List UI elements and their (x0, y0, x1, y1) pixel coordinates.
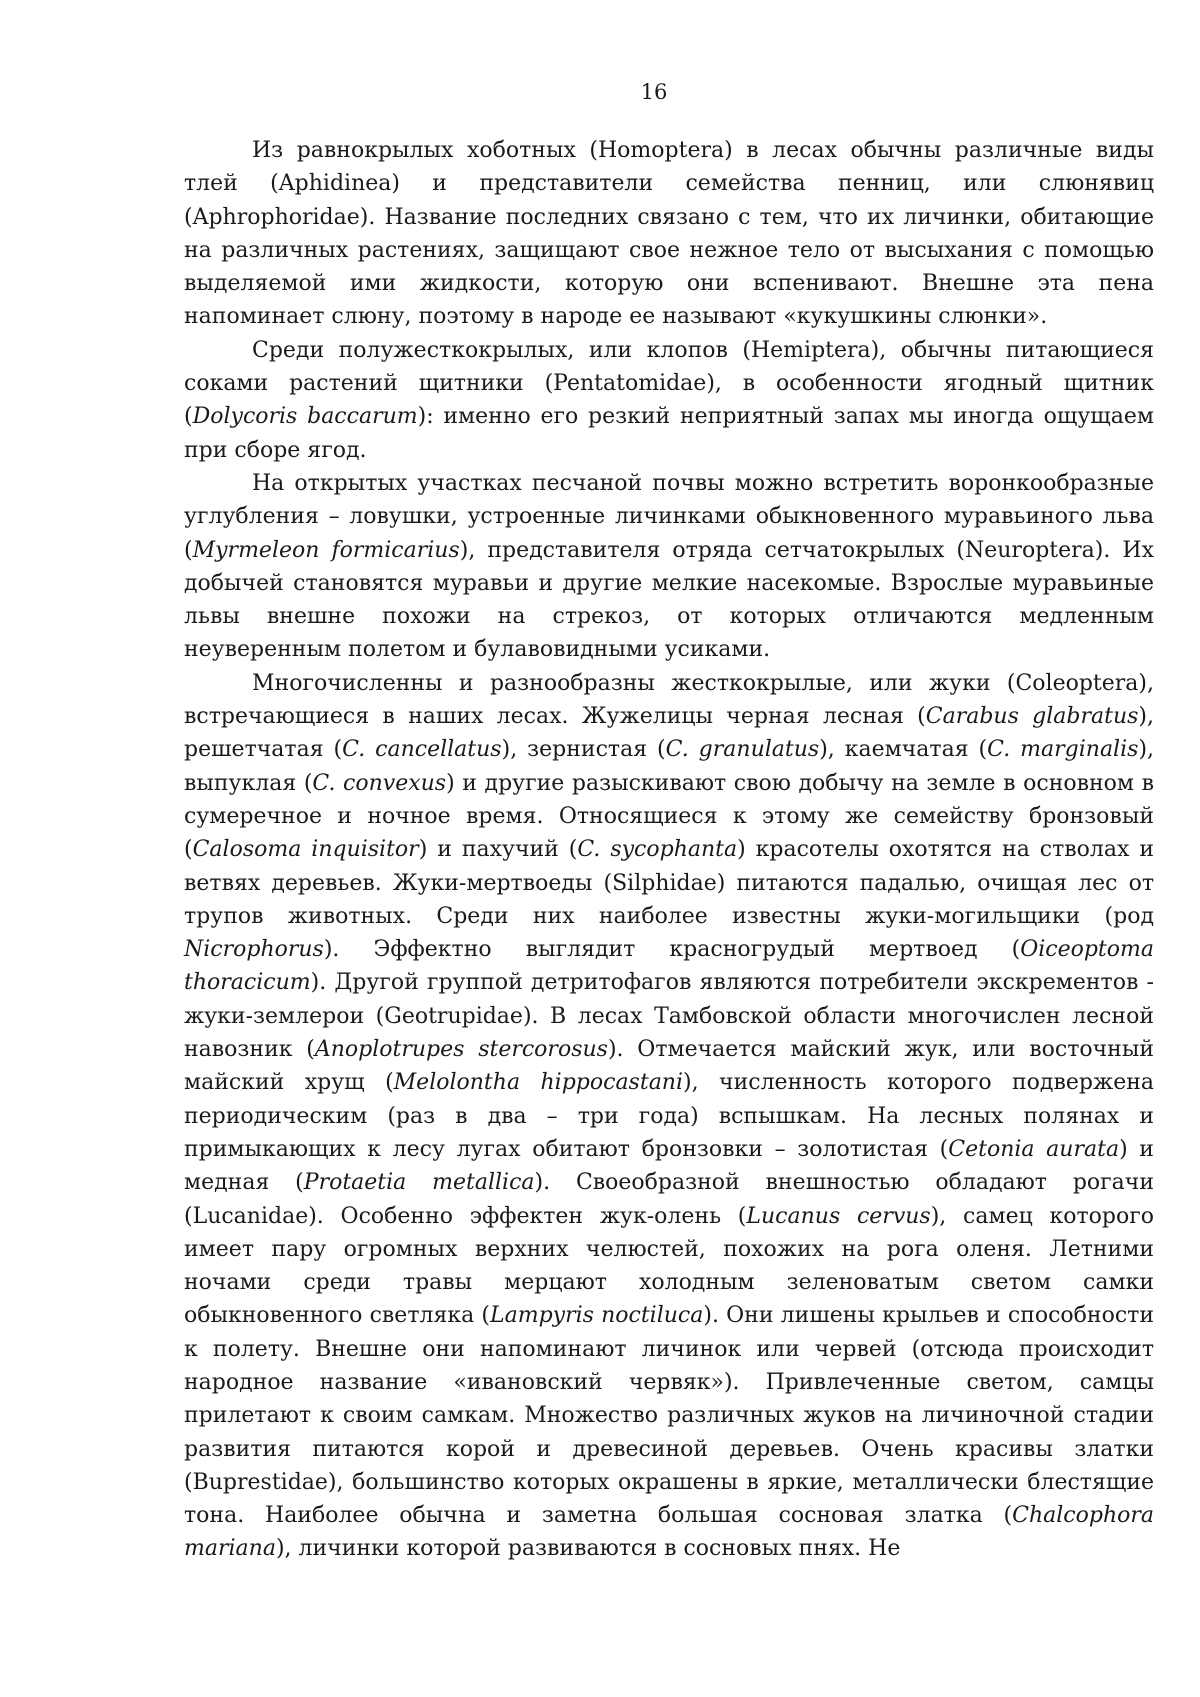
species-name: Oiceoptoma thoracicum (184, 937, 1154, 996)
text-run: ): именно его резкий неприятный запах мы иногда ощущаем при сборе ягод. (184, 404, 1155, 463)
species-name: C. cancellatus (342, 737, 502, 763)
text-run: ). Они лишены крыльев и способности к полету. Внешне они напоминают личинок или червей (отсюда происходит народное название «ивановский червяк»). Привлеченные светом, самцы прилетают к своим самкам. Множество различных жуков на личиночной стадии развития питаются корой и древесиной деревьев. Очень красивы златки (Buprestidae), большинство которых окрашены в яркие, металлически блестящие тона. Наиболее обычна и заметна большая сосновая златка ( (184, 1303, 1154, 1529)
text-run: На открытых участках песчаной почвы можно встретить воронкообразные углубления – ловушки, устроенные личинками обыкновенного муравьиного льва ( (184, 470, 1154, 563)
text-run: Среди полужесткокрылых, или клопов (Hemiptera), обычны питающиеся соками растений щитники (Pentatomidae), в особенности ягодный щитник ( (184, 337, 1154, 430)
text-run: Многочисленны и разнообразны жесткокрылые, или жуки (Coleoptera), встречающиеся в наших лесах. Жужелицы черная лесная ( (184, 670, 1154, 730)
paragraph (184, 334, 1154, 467)
text-run: ), решетчатая ( (184, 704, 1154, 763)
text-run: ) и пахучий ( (418, 837, 578, 863)
species-name: C. sycophanta (577, 837, 738, 863)
species-name: Protaetia metallica (303, 1170, 535, 1196)
text-run: ). Другой группой детритофагов являются потребители экскрементов - жуки-землерои (Geotrupidae). В лесах Тамбовской области многочислен лесной навозник ( (184, 970, 1154, 1063)
species-name: Lampyris noctiluca (489, 1303, 704, 1329)
species-name: Melolontha hippocastani (393, 1070, 684, 1096)
species-name: C. convexus (312, 770, 447, 796)
text-run: ) и другие разыскивают свою добычу на земле в основном в сумеречное и ночное время. Относящиеся к этому же семейству бронзовый ( (184, 770, 1154, 863)
species-name: Carabus glabratus (925, 704, 1139, 730)
species-name: Nicrophorus (184, 937, 324, 963)
species-name: C. granulatus (665, 737, 820, 763)
species-name: C. marginalis (987, 737, 1139, 763)
page-number: 16 (640, 80, 668, 104)
text-run: ), самец которого имеет пару огромных верхних челюстей, похожих на рога оленя. Летними ночами среди травы мерцают холодным зеленоватым светом самки обыкновенного светляка ( (184, 1203, 1154, 1329)
species-name: Dolycoris baccarum (192, 404, 418, 430)
paragraph (184, 467, 1154, 667)
species-name: Calosoma inquisitor (192, 837, 419, 863)
paragraph (184, 667, 1154, 1566)
body-text (184, 134, 1154, 1566)
text-run: ), зернистая ( (501, 737, 666, 763)
species-name: Chalcophora mariana (184, 1503, 1154, 1562)
text-run: ). Отмечается майский жук, или восточный майский хрущ ( (184, 1037, 1155, 1096)
species-name: Myrmeleon formicarius (192, 537, 460, 563)
text-run: ). Эффектно выглядит красногрудый мертвоед ( (323, 937, 1021, 963)
text-run: ), личинки которой развиваются в сосновых пнях. Не (275, 1536, 901, 1562)
text-run: ) красотелы охотятся на стволах и ветвях деревьев. Жуки-мертвоеды (Silphidae) питаются падалью, очищая лес от трупов животных. Среди них наиболее известны жуки-могильщики (род (184, 837, 1154, 929)
species-name: Anoplotrupes stercorosus (314, 1037, 608, 1063)
text-run: ), каемчатая ( (819, 737, 988, 763)
text-run: ) и медная ( (184, 1136, 1154, 1196)
species-name: Cetonia aurata (948, 1136, 1120, 1162)
paragraph (184, 134, 1154, 334)
text-run: ), численность которого подвержена периодическим (раз в два – три года) вспышкам. На лесных полянах и примыкающих к лесу лугах обитают бронзовки – золотистая ( (184, 1070, 1154, 1162)
text-run: ). Своеобразной внешностью обладают рогачи (Lucanidae). Особенно эффектен жук-олень ( (184, 1170, 1154, 1229)
text-run: Из равнокрылых хоботных (Homoptera) в лесах обычны различные виды тлей (Aphidinea) и представители семейства пенниц, или слюнявиц (Aphrophoridae). Название последних связано с тем, что их личинки, обитающие на различных растениях, защищают свое нежное тело от высыхания с помощью выделяемой ими жидкости, которую они вспенивают. Внешне эта пена напоминает слюну, поэтому в народе ее называют «кукушкины слюнки». (184, 138, 1154, 330)
species-name: Lucanus cervus (746, 1203, 931, 1229)
text-run: ), представителя отряда сетчатокрылых (Neuroptera). Их добычей становятся муравьи и другие мелкие насекомые. Взрослые муравьиные львы внешне похожи на стрекоз, от которых отличаются медленным неуверенным полетом и булавовидными усиками. (184, 537, 1154, 663)
text-run: ), выпуклая ( (184, 737, 1155, 796)
